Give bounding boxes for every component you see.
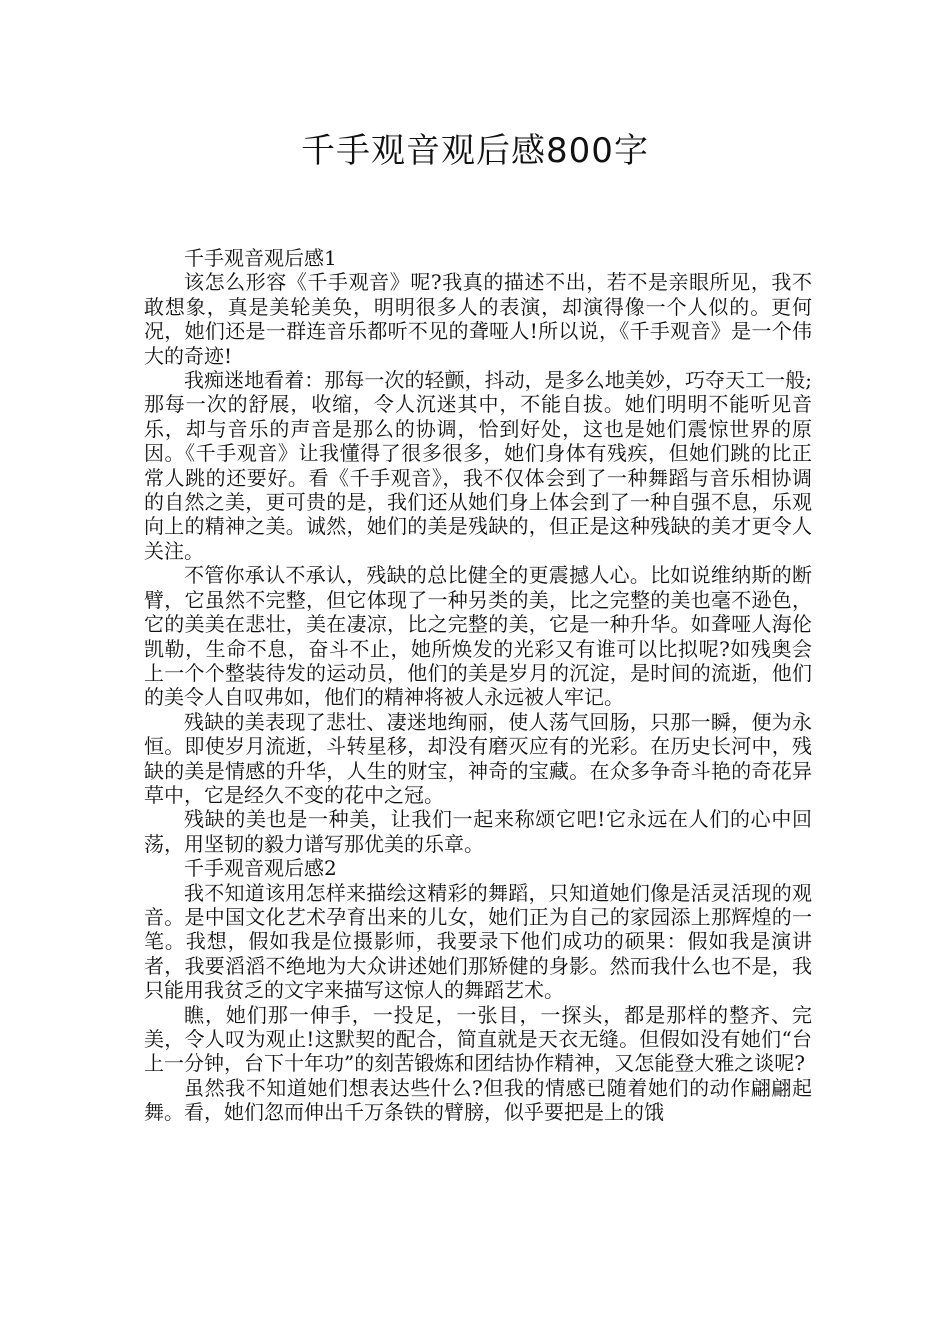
paragraph: 我不知道该用怎样来描绘这精彩的舞蹈，只知道她们像是活灵活现的观音。是中国文化艺术孕育出来的儿女，她们正为自己的家园添上那辉煌的一笔。我想，假如我是位摄影师，我要录下他们成功的硕果：假如我是演讲者，我要滔滔不绝地为大众讲述她们那矫健的身影。然而我什么也不是，我只能用我贫乏的文字来描写这惊人的舞蹈艺术。 [144, 880, 812, 1003]
paragraph: 虽然我不知道她们想表达些什么?但我的情感已随着她们的动作翩翩起舞。看，她们忽而伸出千万条铁的臂膀，似乎要把是上的饿 [144, 1075, 812, 1125]
paragraph: 我痴迷地看着：那每一次的轻颤，抖动，是多么地美妙，巧夺天工一般;那每一次的舒展，收缩，令人沉迷其中，不能自拔。她们明明不能听见音乐，却与音乐的声音是那么的协调，恰到好处，这也是她们震惊世界的原因。《千手观音》让我懂得了很多很多，她们身体有残疾，但她们跳的比正常人跳的还要好。看《千手观音》，我不仅体会到了一种舞蹈与音乐相协调的自然之美，更可贵的是，我们还从她们身上体会到了一种自强不息，乐观向上的精神之美。诚然，她们的美是残缺的，但正是这种残缺的美才更令人关注。 [144, 368, 812, 563]
paragraph: 残缺的美也是一种美，让我们一起来称颂它吧!它永远在人们的心中回荡，用坚韧的毅力谱写那优美的乐章。 [144, 807, 812, 856]
paragraph: 瞧，她们那一伸手，一投足，一张目，一探头，都是那样的整齐、完美，令人叹为观止!这默契的配合，简直就是天衣无缝。但假如没有她们“台上一分钟，台下十年功”的刻苦锻炼和团结协作精神，又怎能登大雅之谈呢? [144, 1002, 812, 1076]
paragraph: 该怎么形容《千手观音》呢?我真的描述不出，若不是亲眼所见，我不敢想象，真是美轮美奂，明明很多人的表演，却演得像一个人似的。更何况，她们还是一群连音乐都听不见的聋哑人!所以说，《千手观音》是一个伟大的奇迹! [144, 270, 812, 368]
paragraph: 残缺的美表现了悲壮、凄迷地绚丽，使人荡气回肠，只那一瞬，便为永恒。即使岁月流逝，斗转星移，却没有磨灭应有的光彩。在历史长河中，残缺的美是情感的升华，人生的财宝，神奇的宝藏。在众多争奇斗艳的奇花异草中，它是经久不变的花中之冠。 [144, 709, 812, 807]
section-heading: 千手观音观后感2 [184, 856, 337, 881]
document-body [144, 246, 812, 1125]
document-title: 千手观音观后感800字 [301, 131, 649, 171]
paragraph: 不管你承认不承认，残缺的总比健全的更震撼人心。比如说维纳斯的断臂，它虽然不完整，但它体现了一种另类的美，比之完整的美也毫不逊色，它的美美在悲壮，美在凄凉，比之完整的美，它是一种升华。如聋哑人海伦凯勒，生命不息，奋斗不止，她所焕发的光彩又有谁可以比拟呢?如残奥会上一个个整装待发的运动员，他们的美是岁月的沉淀，是时间的流逝，他们的美令人自叹弗如，他们的精神将被人永远被人牢记。 [144, 563, 812, 710]
section-heading: 千手观音观后感1 [184, 246, 337, 270]
